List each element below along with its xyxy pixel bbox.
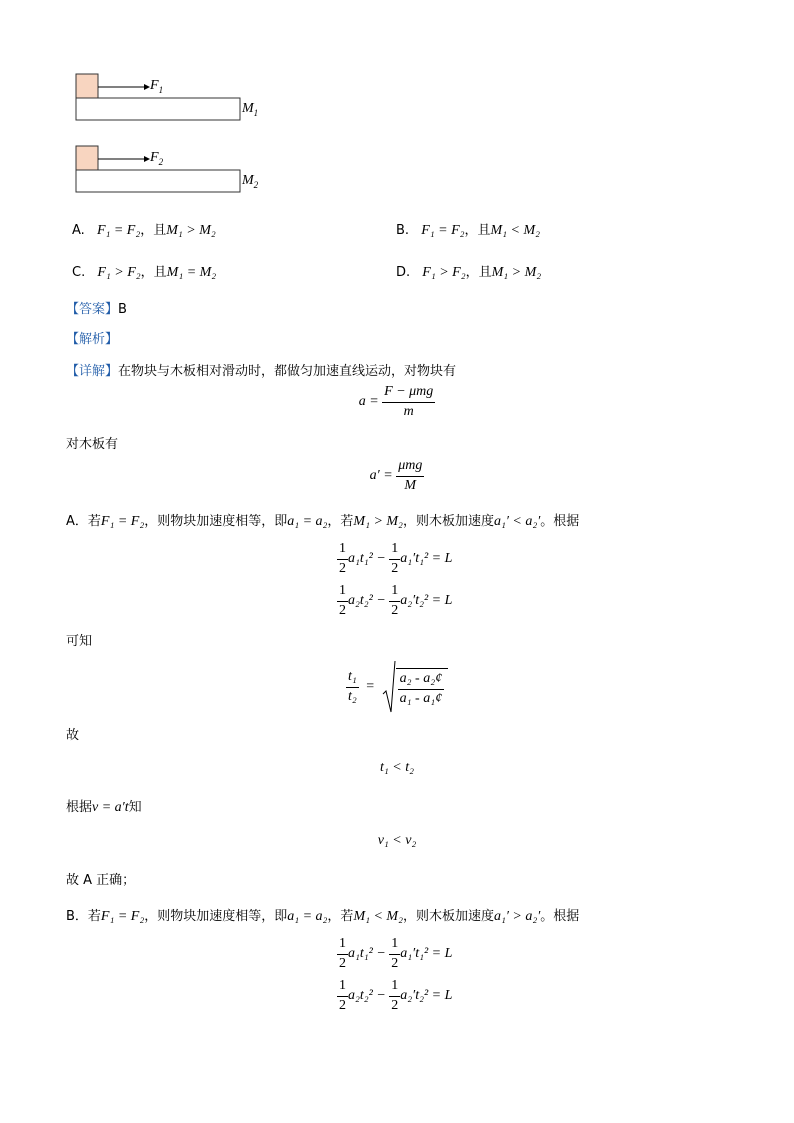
part-a-statement: A．若F₁ = F₂，则物块加速度相等，即a₁ = a₂，若M₁ > M₂，则木板加速度a₁′ < a₂′。根据 [66,514,580,529]
board-top [76,98,240,120]
board-intro: 对木板有 [66,437,119,452]
eq-board-accel: a′ = $\frac{\text{μmg}}{M}$ [369,458,423,493]
analysis-tag: 【解析】 [66,332,119,347]
option-c: C. F₁ > F₂，且M₁ = M₂ [72,265,217,280]
detail-line: 【详解】在物块与木板相对滑动时，都做匀加速直线运动，对物块有 [66,364,457,379]
eq-b-1: $\frac{1}{2}$ a₁t₁² − $\frac{1}{2}$ a₁′t₁² = L [339,936,453,971]
t-inequality: t₁ < t₂ [380,760,414,775]
sqrt-sign [382,660,396,714]
eq-b-2: $\frac{1}{2}$ a₂t₂² − $\frac{1}{2}$ a₂′t₂² = L [339,978,453,1013]
eq-block-accel: a = $\frac{\text{F − μmg}}{m}$ [358,384,434,419]
velocity-relation-line: 根据v = a′t知 [66,800,142,815]
a-correct-line: 故 A 正确； [66,873,136,888]
force-label-top: $F_1$ [150,78,164,95]
block-bottom [76,146,98,170]
part-b-statement: B．若F₁ = F₂，则物块加速度相等，即a₁ = a₂，若M₁ < M₂，则木板加速度a₁′ > a₂′。根据 [66,909,580,924]
answer-line [66,298,127,317]
force-label-bottom: $F_2$ [150,150,164,167]
eq-a-1: $\frac{1}{2}$ a₁t₁² − $\frac{1}{2}$ a₁′t₁² = L [339,541,453,576]
board-bottom [76,170,240,192]
eq-a-2: $\frac{1}{2}$ a₂t₂² − $\frac{1}{2}$ a₂′t₂² = L [339,583,453,618]
kezhi-label: 可知 [66,634,93,649]
option-d: D. F₁ > F₂，且M₁ > M₂ [396,265,542,280]
eq-ratio: $\frac{\text{t₁}}{\text{t₂}}$ = $\frac{\text{a₂ - a₂¢}}{\text{a₁ - a₁¢}}$ [346,660,448,714]
option-b: B. F₁ = F₂，且M₁ < M₂ [396,223,541,238]
gu-label-1: 故 [66,728,80,743]
option-a: A. F₁ = F₂，且M₁ > M₂ [72,223,216,238]
answer-value: B [118,302,127,317]
force-diagram [60,64,300,204]
v-inequality: v₁ < v₂ [377,833,417,848]
block-top [76,74,98,98]
mass-label-bottom: $M_2$ [242,173,259,190]
answer-tag: 【答案】 [66,302,119,317]
mass-label-top: $M_1$ [242,101,259,118]
